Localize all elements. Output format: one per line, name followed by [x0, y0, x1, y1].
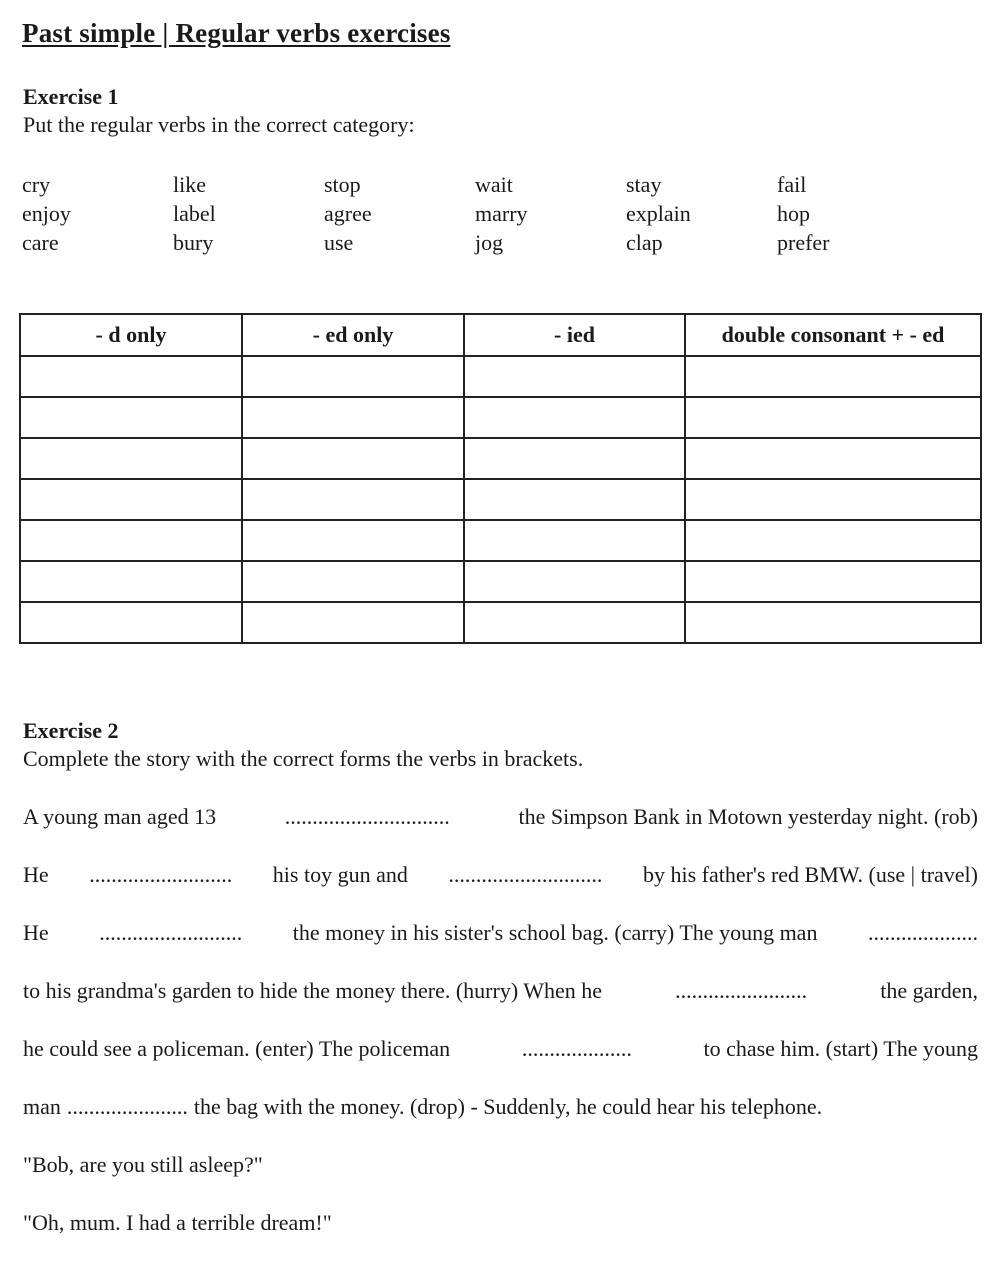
page-title: Past simple | Regular verbs exercises: [22, 18, 451, 48]
answer-cell[interactable]: [20, 356, 242, 397]
story-line: [23, 1194, 978, 1252]
answer-cell[interactable]: [242, 520, 464, 561]
answer-blank[interactable]: ....................: [867, 920, 978, 945]
table-row: [20, 479, 981, 520]
verb: stay: [626, 172, 662, 197]
story-line: [23, 846, 978, 904]
story-text: [23, 788, 978, 1252]
answer-blank[interactable]: ..............................: [284, 804, 450, 829]
answer-cell[interactable]: [464, 602, 685, 643]
answer-cell[interactable]: [20, 397, 242, 438]
story-text-segment: the bag with the money. (drop) - Suddenly, he could hear his telephone.: [193, 1094, 823, 1119]
exercise-1-instruction: Put the regular verbs in the correct category:: [23, 112, 415, 137]
story-text-segment: He: [23, 862, 49, 887]
column-header-ed-only: - ed only: [242, 314, 464, 356]
verb: clap: [626, 230, 663, 255]
exercise-2-instruction: Complete the story with the correct forms the verbs in brackets.: [23, 746, 584, 771]
story-text-segment: man: [23, 1094, 61, 1119]
verb: wait: [475, 172, 513, 197]
story-text-segment: He: [23, 920, 49, 945]
column-header-ied: - ied: [464, 314, 685, 356]
verb: stop: [324, 172, 361, 197]
story-line: [23, 1136, 978, 1194]
answer-blank[interactable]: ......................: [66, 1094, 188, 1119]
exercise-2-heading: Exercise 2: [23, 718, 119, 743]
story-text-segment: by his father's red BMW. (use | travel): [642, 862, 978, 887]
exercise-1-heading: Exercise 1: [23, 84, 119, 109]
answer-cell[interactable]: [464, 438, 685, 479]
column-header-d-only: - d only: [20, 314, 242, 356]
verb: label: [173, 201, 216, 226]
table-row: [20, 356, 981, 397]
table-row: [20, 602, 981, 643]
answer-cell[interactable]: [685, 438, 981, 479]
story-line: [23, 1078, 978, 1136]
answer-cell[interactable]: [20, 602, 242, 643]
verb: prefer: [777, 230, 830, 255]
answer-cell[interactable]: [242, 479, 464, 520]
verb: enjoy: [22, 201, 71, 226]
answer-cell[interactable]: [242, 561, 464, 602]
table-row: [20, 561, 981, 602]
verb: fail: [777, 172, 807, 197]
story-line: [23, 904, 978, 962]
verb: bury: [173, 230, 214, 255]
answer-cell[interactable]: [242, 438, 464, 479]
table-row: [20, 520, 981, 561]
answer-cell[interactable]: [464, 356, 685, 397]
verb-list: [22, 170, 928, 257]
story-text-segment: to his grandma's garden to hide the money there. (hurry) When he: [23, 978, 603, 1003]
answer-cell[interactable]: [685, 602, 981, 643]
answer-cell[interactable]: [242, 356, 464, 397]
category-table: [19, 313, 982, 644]
verb: agree: [324, 201, 372, 226]
answer-blank[interactable]: ........................: [675, 978, 808, 1003]
table-row: [20, 397, 981, 438]
answer-cell[interactable]: [464, 397, 685, 438]
answer-blank[interactable]: ..........................: [99, 920, 243, 945]
answer-cell[interactable]: [20, 520, 242, 561]
answer-cell[interactable]: [464, 561, 685, 602]
verb: cry: [22, 172, 51, 197]
story-line: [23, 1020, 978, 1078]
verb: hop: [777, 201, 810, 226]
story-text-segment: he could see a policeman. (enter) The policeman: [23, 1036, 451, 1061]
answer-cell[interactable]: [685, 561, 981, 602]
story-text-segment: the garden,: [880, 978, 978, 1003]
answer-cell[interactable]: [20, 561, 242, 602]
story-text-segment: "Bob, are you still asleep?": [23, 1152, 263, 1177]
story-text-segment: to chase him. (start) The young: [703, 1036, 978, 1061]
story-line: [23, 962, 978, 1020]
verb: use: [324, 230, 354, 255]
answer-cell[interactable]: [685, 479, 981, 520]
answer-cell[interactable]: [464, 479, 685, 520]
column-header-double-consonant: double consonant + - ed: [685, 314, 981, 356]
answer-cell[interactable]: [464, 520, 685, 561]
answer-cell[interactable]: [242, 602, 464, 643]
verb: marry: [475, 201, 528, 226]
table-row: [20, 438, 981, 479]
answer-blank[interactable]: ..........................: [89, 862, 233, 887]
verb: care: [22, 230, 59, 255]
answer-cell[interactable]: [685, 397, 981, 438]
answer-cell[interactable]: [242, 397, 464, 438]
verb: explain: [626, 201, 691, 226]
answer-cell[interactable]: [20, 438, 242, 479]
story-text-segment: his toy gun and: [272, 862, 408, 887]
story-line: [23, 788, 978, 846]
story-text-segment: A young man aged 13: [23, 804, 217, 829]
answer-blank[interactable]: ............................: [448, 862, 603, 887]
verb: like: [173, 172, 206, 197]
answer-blank[interactable]: ....................: [521, 1036, 632, 1061]
answer-cell[interactable]: [685, 356, 981, 397]
verb: jog: [475, 230, 504, 255]
story-text-segment: "Oh, mum. I had a terrible dream!": [23, 1210, 332, 1235]
answer-cell[interactable]: [20, 479, 242, 520]
story-text-segment: the Simpson Bank in Motown yesterday night. (rob): [518, 804, 978, 829]
answer-cell[interactable]: [685, 520, 981, 561]
story-text-segment: the money in his sister's school bag. (carry) The young man: [292, 920, 818, 945]
